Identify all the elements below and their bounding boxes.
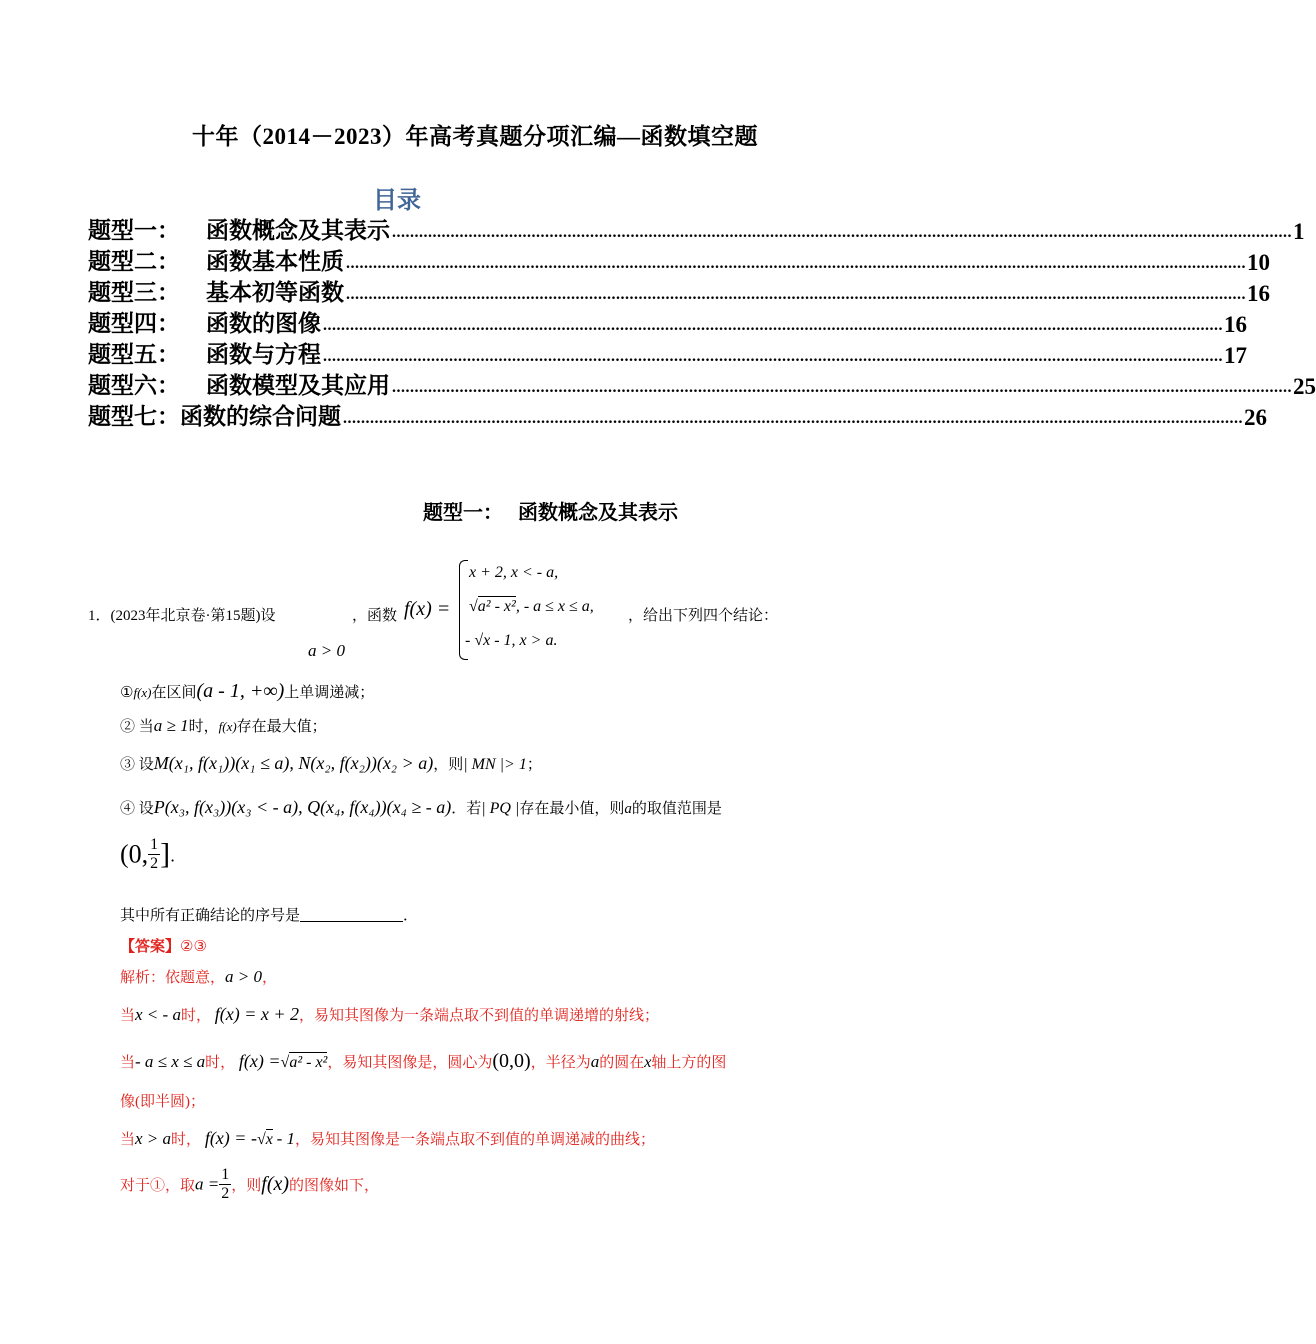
solution-3-cond: - a ≤ x ≤ a — [135, 1052, 206, 1071]
question-end: ． — [403, 908, 419, 924]
statement-4-range — [120, 836, 186, 873]
solution-5-fraction — [219, 1166, 231, 1203]
range-open: (0, — [120, 839, 149, 869]
statement-1-interval: (a - 1, +∞) — [196, 680, 285, 702]
toc-leader-dots: ........................................................................................................................................................................................................ — [392, 379, 1292, 396]
solution-3-center: (0,0) — [492, 1050, 531, 1072]
statement-2-text2: 存在最大值； — [236, 719, 327, 735]
function-after: ，给出下列四个结论： — [628, 608, 779, 624]
section-title: 题型一： 函数概念及其表示 — [423, 502, 678, 524]
document-title: 十年（2014－2023）年高考真题分项汇编—函数填空题 — [192, 124, 758, 149]
solution-5-fx: f(x) — [261, 1173, 290, 1195]
toc-entry-page: 17 — [1224, 343, 1247, 368]
statement-4-num: ④ 设 — [120, 801, 154, 817]
range-numerator: 1 — [150, 836, 159, 853]
solution-3-a: a — [590, 1052, 600, 1071]
solution-3-func: f(x) = — [238, 1051, 281, 1071]
statement-3-num: ③ 设 — [120, 757, 154, 773]
answer-value: ②③ — [180, 939, 207, 955]
statement-1 — [120, 680, 374, 703]
question-text: 其中所有正确结论的序号是 — [120, 908, 301, 924]
statement-4-text3: 的取值范围是 — [631, 801, 722, 817]
piecewise-case-3-tail: x - 1, x > a. — [483, 632, 558, 649]
toc-leader-dots: ........................................................................................................................................................................................................ — [392, 224, 1292, 241]
range-denominator: 2 — [150, 855, 159, 872]
toc-entry-label: 题型二： — [88, 249, 180, 274]
statement-1-text2: 上单调递减； — [284, 685, 375, 701]
toc-entry-page: 25 — [1293, 374, 1316, 399]
solution-1-end: ， — [262, 970, 278, 986]
solution-2-pre: 当 — [120, 1008, 136, 1024]
solution-3-text2: ，半径为 — [530, 1055, 591, 1071]
statement-2 — [120, 715, 327, 736]
table-of-contents — [88, 214, 1316, 431]
problem-source: (2023年北京卷·第15题)设 — [110, 608, 276, 624]
statement-1-fx: f(x) — [133, 685, 152, 700]
statement-4-pq: | PQ | — [481, 800, 520, 817]
toc-leader-dots: ........................................................................................................................................................................................................ — [346, 286, 1246, 303]
solution-3-pre: 当 — [120, 1055, 136, 1071]
toc-entry-page: 16 — [1224, 312, 1247, 337]
solution-4-cond: x > a — [135, 1129, 172, 1148]
statement-3 — [120, 753, 542, 774]
statement-4-expr: P(x₃, f(x₃))(x₃ < - a), Q(x₄, f(x₄))(x₄ ≥ - a) — [153, 797, 452, 817]
toc-entry[interactable] — [88, 307, 1247, 338]
statement-3-ineq: | MN |> 1 — [463, 756, 527, 773]
toc-entry-label: 题型四： — [88, 311, 180, 336]
solution-line-3b: 像(即半圆)； — [120, 1094, 205, 1110]
toc-entry-text: 函数概念及其表示 — [206, 218, 390, 243]
statement-3-end: ； — [526, 757, 542, 773]
solution-4-sqrt: √x — [256, 1131, 273, 1148]
solution-4-func: f(x) = - — [204, 1128, 257, 1148]
toc-entry-label: 题型六： — [88, 373, 180, 398]
statement-2-cond: a ≥ 1 — [153, 716, 189, 735]
solution-1-text: 解析：依题意， — [120, 970, 226, 986]
solution-2-func: f(x) = x + 2 — [214, 1004, 299, 1024]
answer-blank — [300, 907, 403, 922]
function-intro: ，函数 — [352, 608, 398, 624]
solution-line-3 — [120, 1050, 726, 1073]
toc-leader-dots: ........................................................................................................................................................................................................ — [346, 255, 1246, 272]
statement-1-text1: 在区间 — [151, 685, 197, 701]
statement-4 — [120, 797, 722, 818]
toc-entry-page: 26 — [1244, 405, 1267, 430]
piecewise-case-2-tail: , - a ≤ x ≤ a, — [515, 598, 594, 615]
statement-4-text1: ．若 — [451, 801, 482, 817]
toc-entry-label: 题型五： — [88, 342, 180, 367]
solution-1-math: a > 0 — [225, 967, 262, 986]
solution-5-text: 的图像如下， — [289, 1178, 380, 1194]
toc-entry-page: 16 — [1247, 281, 1270, 306]
solution-3-x: x — [644, 1054, 652, 1071]
solution-5-num: 1 — [221, 1166, 230, 1183]
toc-entry[interactable] — [88, 400, 1267, 431]
toc-entry-text: 函数的图像 — [206, 311, 321, 336]
toc-entry[interactable] — [88, 338, 1247, 369]
statement-2-text1: 时， — [188, 719, 219, 735]
toc-entry-page: 1 — [1293, 219, 1305, 244]
solution-3-sqrt: √a² - x² — [280, 1054, 328, 1071]
statement-4-a: a — [624, 801, 632, 817]
toc-entry-label: 题型七： — [88, 404, 180, 429]
problem-number — [88, 604, 276, 625]
range-fraction — [148, 836, 160, 873]
toc-entry-text: 函数与方程 — [206, 342, 321, 367]
toc-entry-text: 基本初等函数 — [206, 280, 344, 305]
solution-2-mid: 时， — [180, 1008, 211, 1024]
toc-entry[interactable] — [88, 276, 1270, 307]
solution-3-mid: 时， — [205, 1055, 236, 1071]
statement-2-fx: f(x) — [218, 719, 237, 734]
solution-5-mid: ，则 — [231, 1178, 262, 1194]
solution-2-text: ，易知其图像为一条端点取不到值的单调递增的射线； — [298, 1008, 659, 1024]
solution-5-a: a = — [195, 1174, 220, 1194]
solution-5-pre: 对于①，取 — [120, 1178, 196, 1194]
solution-4-mid: 时， — [171, 1132, 202, 1148]
solution-3-text4: 轴上方的图 — [651, 1055, 727, 1071]
answer-line — [120, 935, 207, 956]
question-line — [120, 904, 418, 925]
solution-4-func-tail: - 1 — [276, 1129, 295, 1148]
statement-2-num: ② 当 — [120, 719, 154, 735]
statement-3-text: ，则 — [433, 757, 464, 773]
toc-entry-text: 函数的综合问题 — [180, 404, 341, 429]
range-close: ] — [160, 837, 171, 871]
solution-2-cond: x < - a — [135, 1005, 181, 1024]
function-name: f(x) = — [404, 598, 451, 620]
solution-line-5 — [120, 1166, 379, 1203]
piecewise-case-3: - √x - 1, x > a. — [465, 632, 558, 649]
solution-line-2 — [120, 1004, 659, 1025]
statement-3-expr: M(x₁, f(x₁))(x₁ ≤ a), N(x₂, f(x₂))(x₂ > a) — [153, 753, 434, 773]
toc-entry-label: 题型三： — [88, 280, 180, 305]
solution-4-pre: 当 — [120, 1132, 136, 1148]
toc-leader-dots: ........................................................................................................................................................................................................ — [323, 317, 1223, 334]
toc-entry[interactable] — [88, 369, 1316, 400]
answer-label: 【答案】 — [120, 939, 181, 955]
solution-3-text3: 的圆在 — [599, 1055, 645, 1071]
statement-1-num: ① — [120, 685, 134, 701]
toc-leader-dots: ........................................................................................................................................................................................................ — [343, 410, 1243, 427]
toc-entry[interactable] — [88, 245, 1270, 276]
toc-leader-dots: ........................................................................................................................................................................................................ — [323, 348, 1223, 365]
problem-number-text: 1． — [88, 608, 111, 624]
toc-entry-text: 函数模型及其应用 — [206, 373, 390, 398]
toc-entry-label: 题型一： — [88, 218, 180, 243]
toc-entry-text: 函数基本性质 — [206, 249, 344, 274]
solution-line-4 — [120, 1128, 655, 1149]
piecewise-case-2: √a² - x², - a ≤ x ≤ a, — [469, 598, 594, 615]
toc-heading: 目录 — [373, 188, 421, 214]
solution-4-text: ，易知其图像是一条端点取不到值的单调递减的曲线； — [295, 1132, 656, 1148]
toc-entry[interactable] — [88, 214, 1305, 245]
toc-entry-page: 10 — [1247, 250, 1270, 275]
range-end: ． — [170, 848, 187, 865]
problem-condition: a > 0 — [308, 641, 345, 660]
solution-3-text1: ，易知其图像是，圆心为 — [327, 1055, 493, 1071]
piecewise-case-1: x + 2, x < - a, — [469, 564, 559, 581]
solution-5-den: 2 — [221, 1185, 230, 1202]
solution-line-1 — [120, 966, 277, 987]
statement-4-text2: 存在最小值，则 — [519, 801, 625, 817]
